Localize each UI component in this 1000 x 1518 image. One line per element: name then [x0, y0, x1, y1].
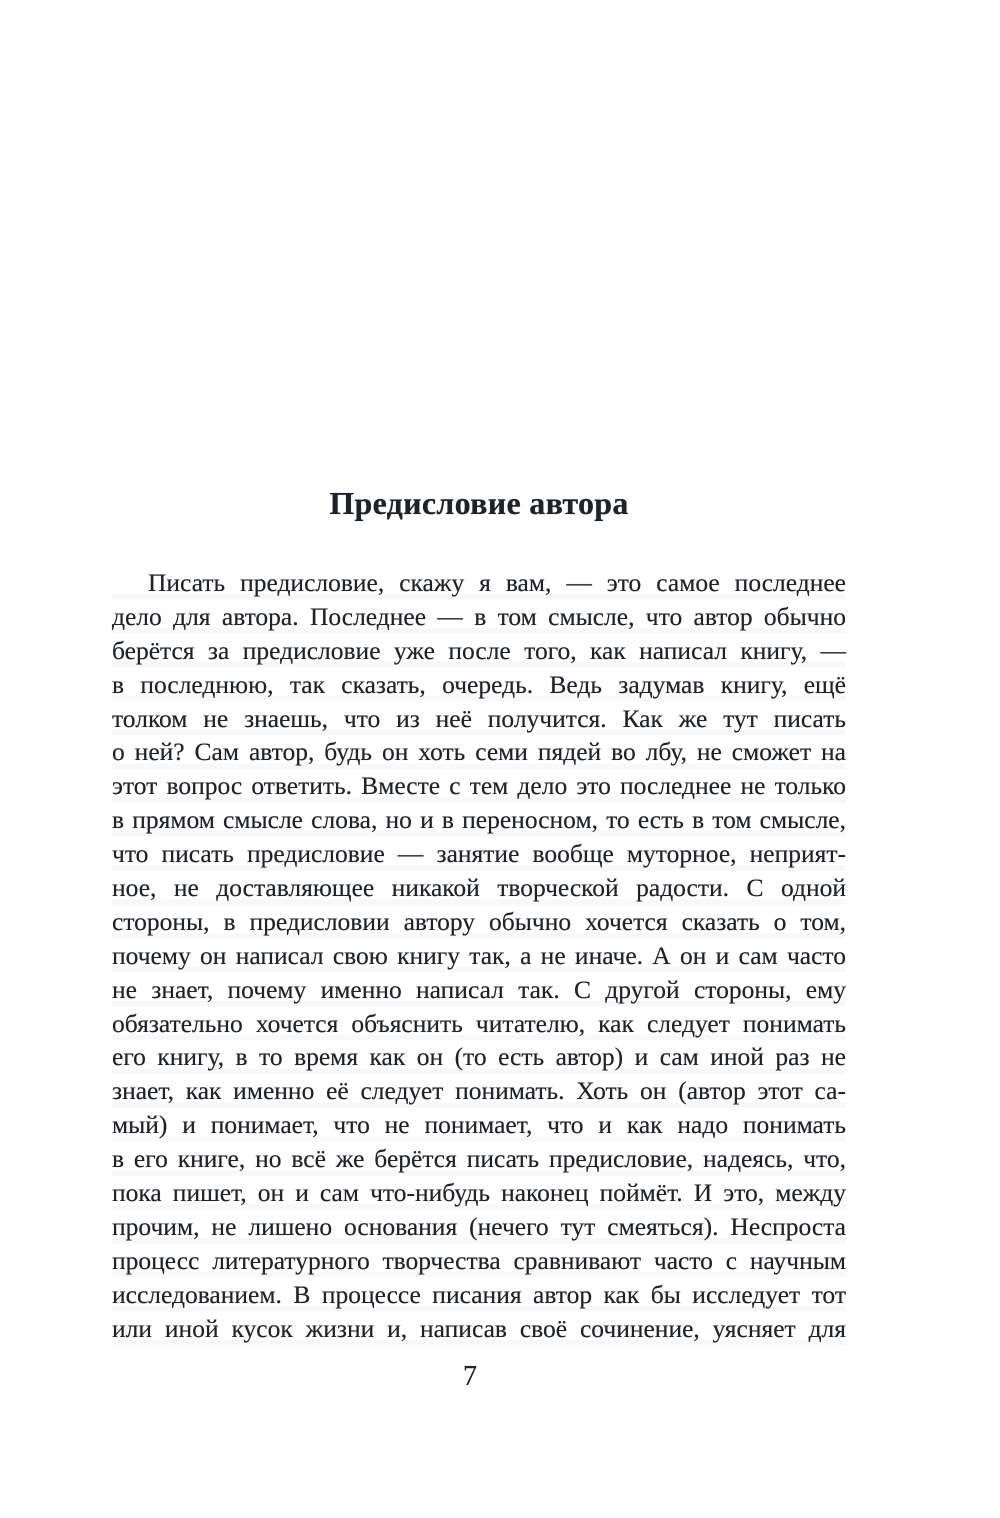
text-line: в прямом смысле слова, но и в переносном, то есть в том смысле,	[112, 805, 846, 835]
text-line: пока пишет, он и сам что-нибудь наконец поймёт. И это, между	[112, 1178, 846, 1208]
text-line: в последнюю, так сказать, очередь. Ведь задумав книгу, ещё	[112, 669, 846, 699]
text-line: что писать предисловие — занятие вообще муторное, неприят-	[112, 839, 846, 869]
text-line: почему он написал свою книгу так, а не иначе. А он и сам часто	[112, 940, 846, 970]
text-line: не знает, почему именно написал так. С другой стороны, ему	[112, 974, 846, 1004]
text-line: ное, не доставляющее никакой творческой радости. С одной	[112, 873, 846, 903]
chapter-title: Предисловие автора	[329, 485, 629, 521]
body-text	[112, 566, 846, 1345]
text-line: стороны, в предисловии автору обычно хочется сказать о том,	[112, 906, 846, 936]
text-line: обязательно хочется объяснить читателю, как следует понимать	[112, 1008, 846, 1038]
text-line: берётся за предисловие уже после того, как написал книгу, —	[112, 635, 846, 665]
text-line: в его книге, но всё же берётся писать предисловие, надеясь, что,	[112, 1144, 846, 1174]
text-line: Писать предисловие, скажу я вам, — это самое последнее	[148, 568, 846, 597]
text-line: процесс литературного творчества сравнивают часто с научным	[112, 1245, 846, 1275]
text-line: мый) и понимает, что не понимает, что и как надо понимать	[112, 1110, 846, 1140]
text-line: исследованием. В процессе писания автор как бы исследует тот	[112, 1279, 846, 1309]
text-line: дело для автора. Последнее — в том смысле, что автор обычно	[112, 601, 846, 631]
text-line: о ней? Сам автор, будь он хоть семи пядей во лбу, не сможет на	[112, 737, 846, 767]
text-line: или иной кусок жизни и, написав своё сочинение, уясняет для	[112, 1313, 846, 1343]
text-line: толком не знаешь, что из неё получится. Как же тут писать	[112, 703, 846, 733]
page-number: 7	[463, 1361, 477, 1392]
text-line: этот вопрос ответить. Вместе с тем дело это последнее не только	[112, 771, 846, 801]
text-line: прочим, не лишено основания (нечего тут смеяться). Неспроста	[112, 1211, 846, 1241]
text-line: его книгу, в то время как он (то есть автор) и сам иной раз не	[112, 1042, 846, 1072]
text-line: знает, как именно её следует понимать. Хоть он (автор этот са-	[112, 1076, 846, 1106]
